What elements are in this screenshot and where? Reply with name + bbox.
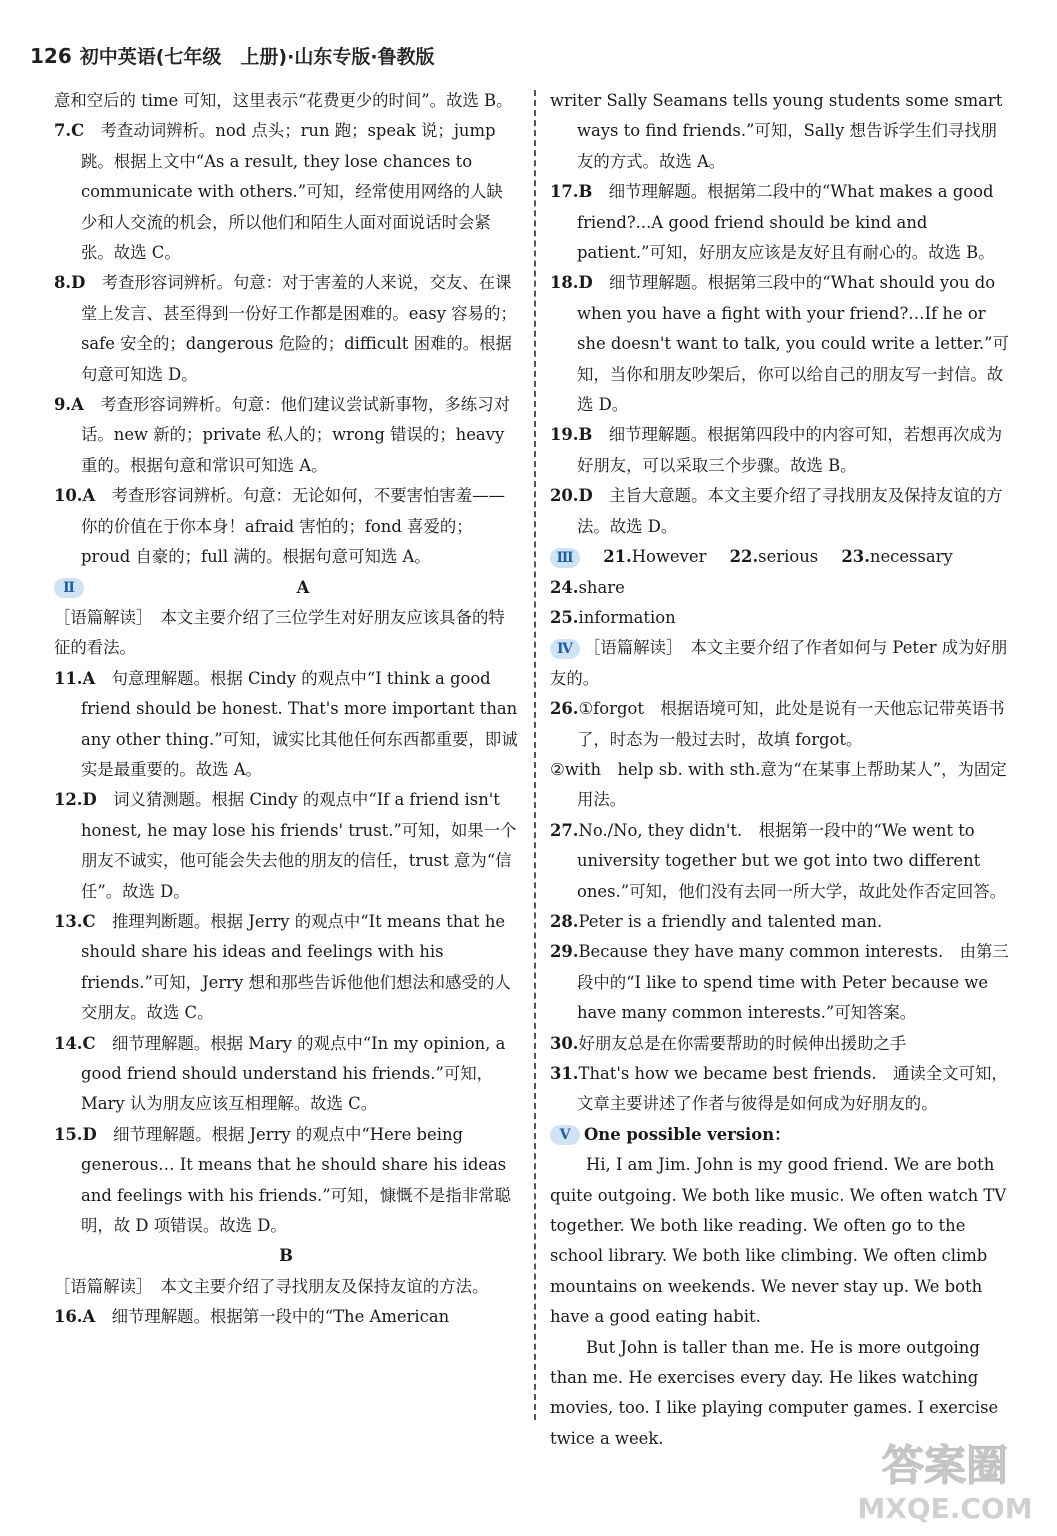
answer-list bbox=[550, 694, 1010, 1120]
answer-item bbox=[54, 116, 518, 268]
answer-item bbox=[550, 268, 1010, 420]
answer-explanation: 考查形容词辨析。句意：无论如何，不要害怕害羞——你的价值在于你本身！afraid 害怕的；fond 喜爱的；proud 自豪的；full 满的。根据句意可知选 A。 bbox=[81, 486, 505, 567]
answer-number: 29. bbox=[550, 942, 579, 962]
section-badge: Ⅲ bbox=[550, 548, 580, 568]
answer-item bbox=[550, 1059, 1010, 1120]
answer-explanation: 句意理解题。根据 Cindy 的观点中“I think a good friend should be honest. That's more important than any other thing.”可知，诚实比其他任何东西都重要，即诚实是最重要的。故选 A。 bbox=[81, 668, 518, 779]
answer-item bbox=[550, 481, 1010, 542]
answer-item bbox=[550, 1029, 1010, 1059]
answer-explanation: 细节理解题。根据 Jerry 的观点中“Here being generous… It means that he should share his ideas and feelings with his friends.”可知，慷慨不是指非常聪明，故 D 项错误。故选 D。 bbox=[81, 1124, 511, 1236]
answer-explanation: No./No, they didn't. 根据第一段中的“We went to university together but we got into two different ones.”可知，他们没有去同一所大学，故此处作否定回答。 bbox=[577, 820, 1007, 901]
answer-explanation: 词义猜测题。根据 Cindy 的观点中“If a friend isn't honest, he may lose his friends' trust.”可知，如果一个朋友不诚实，他可能会失去他的朋友的信任，trust 意为“信任”。故选 D。 bbox=[81, 790, 517, 901]
answer-item bbox=[550, 755, 1010, 816]
answer-explanation: ②with help sb. with sth.意为“在某事上帮助某人”，为固定用法。 bbox=[550, 759, 1007, 810]
section-4-heading bbox=[550, 633, 1010, 694]
answer-continuation: writer Sally Seamans tells young students some smart ways to find friends.”可知，Sally 想告诉学生们寻找朋友的方式。故选 A。 bbox=[550, 91, 1003, 171]
section-badge: Ⅳ bbox=[550, 639, 580, 659]
passage-summary: ［语篇解读］ 本文主要介绍了寻找朋友及保持友谊的方法。 bbox=[54, 1276, 489, 1296]
answer-item bbox=[550, 937, 1010, 1028]
essay-paragraph: Hi, I am Jim. John is my good friend. We are both quite outgoing. We both like music. We often watch TV together. We both like reading. We often go to the school library. We both like climbing. We often climb mountains on weekends. We never stay up. We both have a good eating habit. bbox=[550, 1155, 1007, 1327]
answer-list bbox=[550, 177, 1010, 542]
answer-number: 9.A bbox=[54, 395, 84, 415]
answer-number: 17.B bbox=[550, 182, 593, 202]
answer-number: 10.A bbox=[54, 486, 96, 506]
section-2-heading bbox=[54, 573, 518, 603]
answer-explanation: 主旨大意题。本文主要介绍了寻找朋友及保持友谊的方法。故选 D。 bbox=[577, 486, 1003, 536]
page-header bbox=[30, 38, 1030, 74]
passage-summary: ［语篇解读］ 本文主要介绍了作者如何与 Peter 成为好朋友的。 bbox=[550, 638, 1008, 688]
watermark-logo bbox=[845, 1432, 1045, 1528]
essay-paragraph: But John is taller than me. He is more outgoing than me. He exercises every day. He likes watching movies, too. I like playing computer games. I exercise twice a week. bbox=[550, 1337, 999, 1448]
answer-item bbox=[54, 1302, 518, 1332]
answer-item bbox=[54, 907, 518, 1029]
intro-continuation: 意和空后的 time 可知，这里表示“花费更少的时间”。故选 B。 bbox=[54, 91, 513, 110]
answer-number: 12.D bbox=[54, 790, 97, 810]
book-title: 初中英语(七年级 上册)·山东专版·鲁教版 bbox=[79, 46, 435, 68]
answer-explanation: Peter is a friendly and talented man. bbox=[578, 911, 883, 931]
answer-list bbox=[54, 664, 518, 1242]
fill-answer: 22.serious bbox=[729, 547, 819, 567]
answer-number: 8.D bbox=[54, 273, 86, 293]
answer-explanation: 考查形容词辨析。句意：对于害羞的人来说，交友、在课堂上发言、甚至得到一份好工作都是困难的。easy 容易的；safe 安全的；dangerous 危险的；difficult 困难的。根据句意可知选 D。 bbox=[81, 273, 517, 384]
answer-list bbox=[54, 116, 518, 572]
passage-summary: ［语篇解读］ 本文主要介绍了三位学生对好朋友应该具备的特征的看法。 bbox=[54, 607, 505, 658]
sample-essay bbox=[550, 1150, 1010, 1454]
answer-item bbox=[54, 481, 518, 572]
answer-number: 18.D bbox=[550, 273, 593, 293]
essay-title: One possible version： bbox=[584, 1124, 791, 1144]
answer-item bbox=[550, 816, 1010, 907]
fill-answer: 21.However bbox=[603, 547, 707, 567]
answer-explanation: That's how we became best friends. 通读全文可知，文章主要讲述了作者与彼得是如何成为好朋友的。 bbox=[577, 1064, 1008, 1114]
answer-explanation: 细节理解题。根据第四段中的内容可知，若想再次成为好朋友，可以采取三个步骤。故选 B。 bbox=[577, 425, 1003, 475]
section-badge: Ⅱ bbox=[54, 578, 84, 598]
fill-answer: 24.share bbox=[550, 577, 625, 597]
answer-item bbox=[54, 390, 518, 481]
answer-explanation: 细节理解题。根据第三段中的“What should you do when you have a fight with your friend?…If he or she doesn't want to talk, you could write a letter.”可知，当你和朋友吵架后，你可以给自己的朋友写一封信。故选 D。 bbox=[577, 273, 1009, 415]
section-badge: Ⅴ bbox=[550, 1125, 580, 1145]
answer-explanation: 推理判断题。根据 Jerry 的观点中“It means that he should share his ideas and feelings with his friends.”可知，Jerry 想和那些告诉他他们想法和感受的人交朋友。故选 C。 bbox=[81, 911, 511, 1023]
left-column bbox=[54, 86, 518, 1426]
answer-number: 19.B bbox=[550, 425, 593, 445]
answer-item bbox=[54, 785, 518, 907]
answer-number: 7.C bbox=[54, 121, 85, 141]
section-3-answers bbox=[550, 542, 1010, 603]
answer-explanation: 考查动词辨析。nod 点头；run 跑；speak 说；jump 跳。根据上文中“As a result, they lose chances to communicate with others.”可知，经常使用网络的人缺少和人交流的机会，所以他们和陌生人面对面说话时会紧张。故选 C。 bbox=[81, 121, 503, 263]
answer-explanation: 考查形容词辨析。句意：他们建议尝试新事物，多练习对话。new 新的；private 私人的；wrong 错误的；heavy 重的。根据句意和常识可知选 A。 bbox=[81, 395, 510, 475]
answer-explanation: ①forgot 根据语境可知，此处是说有一天他忘记带英语书了，时态为一般过去时，故填 forgot。 bbox=[577, 699, 1005, 749]
watermark-domain: MXQE.COM bbox=[857, 1492, 1033, 1525]
answer-number: 27. bbox=[550, 820, 579, 840]
answer-number: 15.D bbox=[54, 1124, 97, 1144]
answer-item bbox=[550, 907, 1010, 937]
passage-label: A bbox=[296, 577, 310, 597]
answer-explanation: 细节理解题。根据 Mary 的观点中“In my opinion, a good friend should understand his friends.”可知，Mary 认为朋友应该互相理解。故选 C。 bbox=[81, 1033, 506, 1114]
answer-item bbox=[54, 1120, 518, 1242]
answer-number: 13.C bbox=[54, 911, 96, 931]
answer-number: 16.A bbox=[54, 1307, 96, 1327]
answer-number: 30. bbox=[550, 1033, 579, 1053]
answer-item bbox=[550, 420, 1010, 481]
answer-number: 26. bbox=[550, 699, 579, 719]
right-column bbox=[550, 86, 1010, 1448]
answer-explanation: 好朋友总是在你需要帮助的时候伸出援助之手 bbox=[578, 1033, 907, 1053]
section-3-answer-25: 25.information bbox=[550, 607, 676, 627]
answer-explanation: 细节理解题。根据第二段中的“What makes a good friend?...A good friend should be kind and patient.”可知，好朋友应该是友好且有耐心的。故选 B。 bbox=[577, 182, 995, 263]
passage-label: B bbox=[279, 1246, 293, 1266]
section-5-heading bbox=[550, 1120, 1010, 1150]
answer-explanation: Because they have many common interests. 由第三段中的“I like to spend time with Peter because we have many common interests.”可知答案。 bbox=[577, 942, 1009, 1023]
page-number: 126 bbox=[30, 44, 72, 68]
answer-item bbox=[54, 268, 518, 390]
answer-number: 28. bbox=[550, 911, 579, 931]
answer-item bbox=[54, 1029, 518, 1120]
answer-number: 20.D bbox=[550, 486, 593, 506]
watermark-text: 答案圈 bbox=[881, 1441, 1009, 1490]
answer-item bbox=[54, 664, 518, 786]
column-divider bbox=[534, 90, 536, 1420]
answer-explanation: 细节理解题。根据第一段中的“The American bbox=[111, 1307, 450, 1327]
answer-item bbox=[550, 177, 1010, 268]
answer-number: 11.A bbox=[54, 668, 96, 688]
answer-number: 14.C bbox=[54, 1033, 96, 1053]
fill-answer: 23.necessary bbox=[841, 547, 953, 567]
answer-item bbox=[550, 694, 1010, 755]
answer-number: 31. bbox=[550, 1064, 579, 1083]
